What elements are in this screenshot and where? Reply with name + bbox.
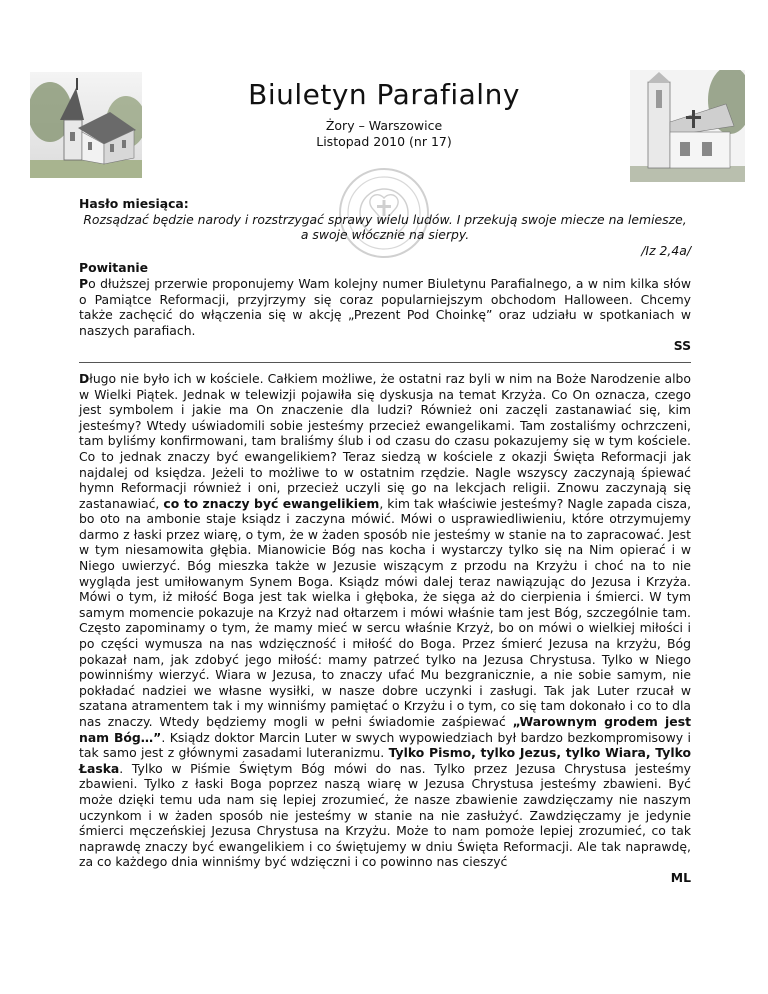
newsletter-place: Żory – Warszowice <box>325 118 443 133</box>
church-illustration-right <box>630 70 745 182</box>
welcome-heading: Powitanie <box>79 260 149 276</box>
article-bold-1: co to znaczy być ewangelikiem <box>163 495 380 511</box>
article-text-2: , kim tak właściwie jesteśmy? Nagle zapada cisza, bo oto na ambonie staje ksiądz i zaczyna mówić. Mówi o usprawiedliwieniu, które otrzymujemy darmo z łaski przez wiarę, o tym, że w żaden sposób nie jesteśmy w stanie na to zapracować. Jest w tym niesamowita głębia. Mianowicie Bóg nas kocha i wystarczy tylko się na Nim opierać i w Niego uwierzyć. Bóg mieszka także w Jezusie wiszącym z przodu na Krzyżu i choć na to nie wygląda jest umiłowanym Synem Boga. Ksiądz mówi dalej teraz nawiązując do Jezusa i Krzyża. Mówi o tym, iż miłość Boga jest tak wielka i głęboka, że sięga aż do cierpienia i śmierci. W tym samym momencie pokazuje na Krzyż nad ołtarzem i mówi właśnie tam jest Bóg, szczególnie tam. Często zapominamy o tym, że mamy mieć w sercu właśnie Krzyż, bo on mówi o wielkiej miłości i po części wymusza na nas wdzięczność i miłość do Boga. Przez śmierć Jezusa na krzyżu, Bóg pokazał nam, jak zdobyć jego miłość: mamy patrzeć tylko na Jezusa Chrystusa. Tylko w Niego powinniśmy wierzyć. Wiara w Jezusa, to znaczy ufać Mu bezgranicznie, a nie sobie samym, nie pokładać nadziei we własne wysiłki, w nasze dobre uczynki i zasługi. Tak jak Luter rzucał w szatana atramentem tak i my winniśmy pamiętać o Krzyżu i o tym, co się tam dokonało i co to dla nas znaczy. Wtedy będziemy mogli w pełni świadomie zaśpiewać <box>79 495 692 729</box>
newsletter-title: Biuletyn Parafialny <box>248 78 520 111</box>
section-divider <box>79 362 691 363</box>
article-dropcap: D <box>79 370 90 386</box>
article-text-4: . Tylko w Piśmie Świętym Bóg mówi do nas. Tylko przez Jezusa Chrystusa jesteśmy zbawieni. Tylko z łaski Boga poprzez naszą wiarę w Jezusa Chrystusa jesteśmy zbawieni. Być może dzięki temu uda nam się lepiej zrozumieć, że nasze zbawienie zawdzięczamy nie naszym uczynkom i w żaden sposób nie jesteśmy w stanie na nie zasłużyć. Zawdzięczamy je jedynie śmierci męczeńskiej Jezusa Chrystusa na Krzyżu. Może to nam pomoże lepiej zrozumieć, co tak naprawdę znaczy być ewangelikiem i co świętujemy w dniu Święta Reformacji. Ale tak naprawdę, za co każdego dnia winniśmy być wdzięczni i co powinno nas cieszyć <box>79 760 691 870</box>
article-bold-2: „Warownym grodem jest nam Bóg…” <box>79 714 692 745</box>
article-text-3: . Ksiądz doktor Marcin Luter w swych wypowiedziach był bardzo bezkompromisowy i tak samo jest z głównymi zasadami luteranizmu. <box>79 729 691 761</box>
motto-text: Rozsądzać będzie narody i rozstrzygać sprawy wielu ludów. I przekują swoje miecze na lemiesze, a swoje włócznie na sierpy. <box>83 211 687 243</box>
motto-heading: Hasło miesiąca: <box>79 196 189 211</box>
welcome-text: o dłuższej przerwie proponujemy Wam kolejny numer Biuletynu Parafialnego, a w nim kilka słów o Pamiątce Reformacji, przyjrzymy się coraz popularniejszym obchodom Halloween. Chcemy także zachęcić do włączenia się w akcję „Prezent Pod Choinkę” oraz udziału w spotkaniach w naszych parafiach. <box>79 275 691 338</box>
article-signature: ML <box>670 869 691 885</box>
article-bold-3: Tylko Pismo, tylko Jezus, tylko Wiara, Tylko Łaska <box>79 745 691 776</box>
motto-reference: /Iz 2,4a/ <box>641 242 691 258</box>
welcome-dropcap: P <box>79 275 89 291</box>
welcome-signature: SS <box>673 338 691 354</box>
welcome-paragraph <box>79 276 691 338</box>
newsletter-body <box>79 196 691 886</box>
article-text-1: ługo nie było ich w kościele. Całkiem możliwe, że ostatni raz byli w nim na Boże Narodzenie albo w Wielki Piątek. Jednak w telewizji pojawiła się dyskusja na temat Krzyża. Co On oznacza, czego jest symbolem i jakie ma On znaczenie dla ludzi? Również oni zaczęli zastanawiać się, kim jesteśmy? Wtedy uświadomili sobie jesteśmy przecież ewangelikami. Tam zostaliśmy ochrzczeni, tam byliśmy konfirmowani, tam braliśmy ślub i od czasu do czasu pokazujemy się w tym kościele. Co to jednak znaczy być ewangelikiem? Teraz siedzą w kościele z okazji Święta Reformacji jak najdalej od księdza. Jeżeli to możliwe to w ostatnim rzędzie. Nagle wszyscy zaczynają śpiewać hymn Reformacji również i oni, przecież uczyli się go na lekcjach religii. Znowu zaczynają się zastanawiać, <box>79 370 691 511</box>
article-paragraph <box>79 371 691 870</box>
newsletter-issue: Listopad 2010 (nr 17) <box>316 134 452 149</box>
